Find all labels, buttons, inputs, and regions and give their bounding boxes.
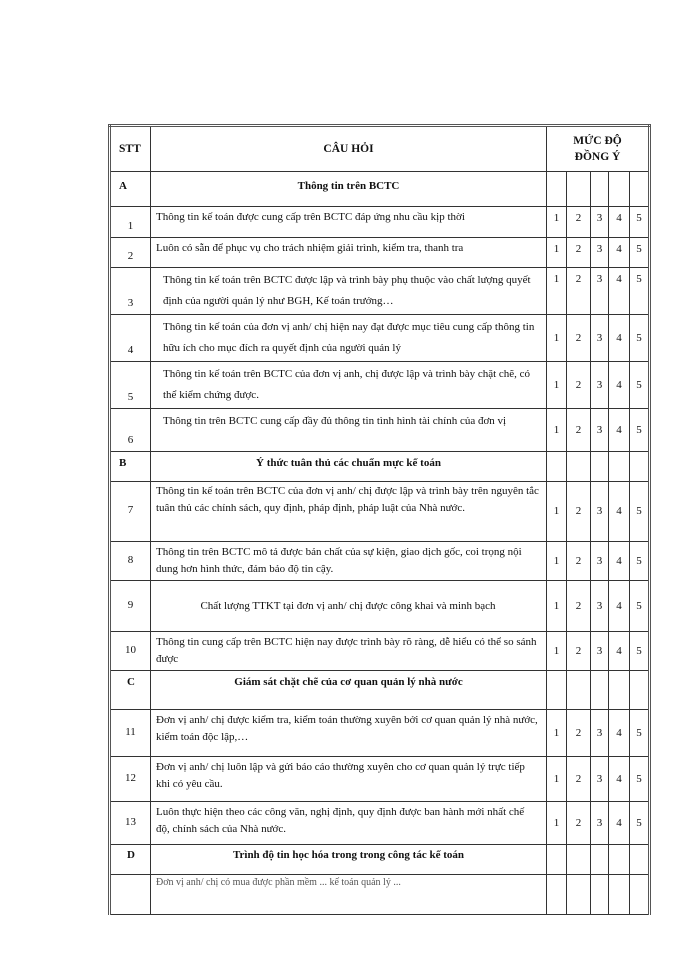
rating-option-3[interactable]: 3: [591, 362, 609, 409]
question-text: Chất lượng TTKT tại đơn vị anh/ chị được công khai và minh bạch: [151, 581, 547, 632]
rating-option-2[interactable]: 2: [567, 482, 591, 542]
rating-option-5[interactable]: 5: [630, 482, 650, 542]
survey-table: [108, 124, 651, 915]
rating-option-2[interactable]: 2: [567, 542, 591, 581]
question-number: 12: [110, 757, 151, 802]
section-row-a: [110, 172, 650, 207]
rating-option-1[interactable]: 1: [547, 802, 567, 845]
rating-option-4[interactable]: 4: [609, 238, 630, 268]
question-text: Thông tin cung cấp trên BCTC hiện nay được trình bày rõ ràng, dễ hiểu có thể so sánh được: [151, 632, 547, 671]
table-header-row: [110, 126, 650, 172]
rating-option-1[interactable]: 1: [547, 238, 567, 268]
rating-option-4[interactable]: 4: [609, 409, 630, 452]
question-text: Thông tin kế toán trên BCTC được lập và trình bày phụ thuộc vào chất lượng quyết định của người quản lý như BGH, Kế toán trưởng…: [151, 268, 547, 315]
rating-option-5[interactable]: 5: [630, 802, 650, 845]
question-row-2: [110, 238, 650, 268]
question-row-3: [110, 268, 650, 315]
rating-option-2[interactable]: 2: [567, 238, 591, 268]
rating-option-3[interactable]: 3: [591, 757, 609, 802]
question-number: 2: [110, 238, 151, 268]
question-row-7: [110, 482, 650, 542]
rating-option-2[interactable]: 2: [567, 315, 591, 362]
rating-option-3[interactable]: 3: [591, 238, 609, 268]
rating-option-1[interactable]: 1: [547, 710, 567, 757]
rating-option-3[interactable]: 3: [591, 632, 609, 671]
rating-option-3[interactable]: 3: [591, 207, 609, 238]
question-row-9: [110, 581, 650, 632]
rating-option-1[interactable]: 1: [547, 409, 567, 452]
section-title: Giám sát chặt chẽ của cơ quan quản lý nhà nước: [151, 671, 547, 710]
question-row-6: [110, 409, 650, 452]
question-text: Thông tin kế toán được cung cấp trên BCTC đáp ứng nhu cầu kịp thời: [151, 207, 547, 238]
rating-option-4[interactable]: 4: [609, 710, 630, 757]
rating-option-4[interactable]: 4: [609, 207, 630, 238]
section-id: D: [110, 845, 151, 875]
question-number: 4: [110, 315, 151, 362]
header-stt: STT: [110, 126, 151, 172]
rating-option-4[interactable]: 4: [609, 757, 630, 802]
question-text: Đơn vị anh/ chị có mua được phần mềm ... kế toán quản lý ...: [151, 875, 547, 915]
rating-option-2[interactable]: 2: [567, 362, 591, 409]
rating-option-4[interactable]: 4: [609, 542, 630, 581]
section-row-d: [110, 845, 650, 875]
rating-option-2[interactable]: 2: [567, 757, 591, 802]
question-text: Thông tin trên BCTC cung cấp đầy đủ thông tin tình hình tài chính của đơn vị: [151, 409, 547, 452]
rating-option-3[interactable]: 3: [591, 315, 609, 362]
rating-option-1[interactable]: 1: [547, 315, 567, 362]
section-id: A: [110, 172, 151, 207]
question-number: 8: [110, 542, 151, 581]
rating-option-2[interactable]: 2: [567, 207, 591, 238]
question-text: Đơn vị anh/ chị được kiểm tra, kiểm toán thường xuyên bởi cơ quan quản lý nhà nước, kiểm toán độc lập,…: [151, 710, 547, 757]
header-question: CÂU HỎI: [151, 126, 547, 172]
header-agreement-level: [547, 126, 650, 172]
section-title: Ý thức tuân thủ các chuẩn mực kế toán: [151, 452, 547, 482]
rating-option-1[interactable]: 1: [547, 362, 567, 409]
section-row-c: [110, 671, 650, 710]
rating-option-5[interactable]: 5: [630, 315, 650, 362]
rating-option-3[interactable]: 3: [591, 802, 609, 845]
rating-option-3[interactable]: 3: [591, 710, 609, 757]
question-number: 7: [110, 482, 151, 542]
rating-option-1[interactable]: 1: [547, 482, 567, 542]
section-id: C: [110, 671, 151, 710]
rating-option-1[interactable]: 1: [547, 207, 567, 238]
rating-option-3[interactable]: 3: [591, 581, 609, 632]
section-id: B: [110, 452, 151, 482]
question-number: 13: [110, 802, 151, 845]
question-row-5: [110, 362, 650, 409]
rating-option-3[interactable]: 3: [591, 482, 609, 542]
rating-option-1[interactable]: 1: [547, 581, 567, 632]
section-title: Thông tin trên BCTC: [151, 172, 547, 207]
rating-option-4[interactable]: 4: [609, 632, 630, 671]
rating-option-5[interactable]: 5: [630, 632, 650, 671]
survey-table-container: [108, 124, 653, 888]
rating-option-5[interactable]: 5: [630, 207, 650, 238]
rating-option-5[interactable]: 5: [630, 542, 650, 581]
question-text: Luôn thực hiện theo các công văn, nghị định, quy định được ban hành mới nhất chế độ, chính sách của Nhà nước.: [151, 802, 547, 845]
question-row-4: [110, 315, 650, 362]
rating-option-2[interactable]: 2: [567, 710, 591, 757]
question-row-8: [110, 542, 650, 581]
rating-option-5[interactable]: 5: [630, 409, 650, 452]
rating-option-4[interactable]: 4: [609, 482, 630, 542]
rating-option-2[interactable]: 2: [567, 409, 591, 452]
rating-option-5[interactable]: 5: [630, 757, 650, 802]
question-number: 6: [110, 409, 151, 452]
question-number: 1: [110, 207, 151, 238]
question-number: 5: [110, 362, 151, 409]
question-row-11: [110, 710, 650, 757]
header-rating-line2: ĐỒNG Ý: [574, 151, 621, 163]
rating-option-2[interactable]: 2: [567, 268, 591, 315]
rating-option-1[interactable]: 1: [547, 542, 567, 581]
question-number: [110, 875, 151, 915]
question-text: Thông tin trên BCTC mô tả được bản chất của sự kiện, giao dịch gốc, coi trọng nội dung hơn hình thức, đảm bảo độ tin cậy.: [151, 542, 547, 581]
question-number: 3: [110, 268, 151, 315]
section-title: Trình độ tin học hóa trong trong công tác kế toán: [151, 845, 547, 875]
rating-option-4[interactable]: 4: [609, 362, 630, 409]
question-row-12: [110, 757, 650, 802]
question-row-1: [110, 207, 650, 238]
rating-option-4[interactable]: 4: [609, 802, 630, 845]
question-text: Thông tin kế toán trên BCTC của đơn vị anh, chị được lập và trình bày chặt chẽ, có thể kiểm chứng được.: [151, 362, 547, 409]
section-row-b: [110, 452, 650, 482]
rating-option-3[interactable]: 3: [591, 409, 609, 452]
question-text: Thông tin kế toán trên BCTC của đơn vị anh/ chị được lập và trình bày trên nguyên tắc tuân thủ các chính sách, quy định, pháp định, pháp luật của Nhà nước.: [151, 482, 547, 542]
rating-option-4[interactable]: 4: [609, 315, 630, 362]
rating-option-1[interactable]: 1: [547, 268, 567, 315]
rating-option-2[interactable]: 2: [567, 632, 591, 671]
rating-option-2[interactable]: 2: [567, 802, 591, 845]
rating-option-3[interactable]: 3: [591, 542, 609, 581]
rating-option-1[interactable]: 1: [547, 632, 567, 671]
rating-option-2[interactable]: 2: [567, 581, 591, 632]
rating-option-4[interactable]: 4: [609, 268, 630, 315]
rating-option-5[interactable]: 5: [630, 710, 650, 757]
question-row-partial: [110, 875, 650, 915]
rating-option-3[interactable]: 3: [591, 268, 609, 315]
rating-option-5[interactable]: 5: [630, 268, 650, 315]
question-number: 9: [110, 581, 151, 632]
question-text: Đơn vị anh/ chị luôn lập và gửi báo cáo thường xuyên cho cơ quan quản lý trực tiếp khi có yêu cầu.: [151, 757, 547, 802]
header-rating-line1: MỨC ĐỘ: [573, 135, 622, 147]
question-text: Luôn có sẵn để phục vụ cho trách nhiệm giải trình, kiểm tra, thanh tra: [151, 238, 547, 268]
question-number: 11: [110, 710, 151, 757]
rating-option-5[interactable]: 5: [630, 238, 650, 268]
rating-option-5[interactable]: 5: [630, 581, 650, 632]
rating-option-5[interactable]: 5: [630, 362, 650, 409]
question-row-10: [110, 632, 650, 671]
question-number: 10: [110, 632, 151, 671]
question-row-13: [110, 802, 650, 845]
question-text: Thông tin kế toán của đơn vị anh/ chị hiện nay đạt được mục tiêu cung cấp thông tin hữu ích cho mục đích ra quyết định của người quản lý: [151, 315, 547, 362]
rating-option-4[interactable]: 4: [609, 581, 630, 632]
rating-option-1[interactable]: 1: [547, 757, 567, 802]
